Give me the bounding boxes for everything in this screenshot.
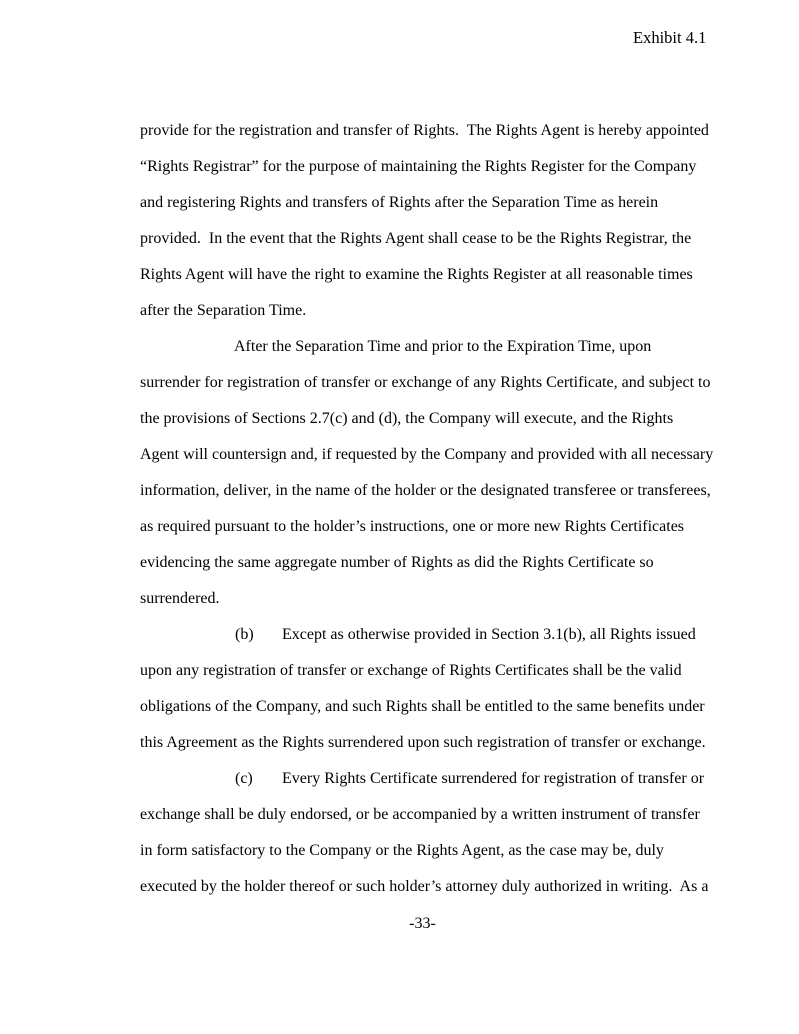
document-line: evidencing the same aggregate number of Rights as did the Rights Certificate so	[140, 554, 654, 571]
clause-label-c: (c)	[235, 770, 253, 787]
exhibit-label: Exhibit 4.1	[633, 28, 707, 47]
clause-label-b: (b)	[235, 626, 254, 643]
document-line: surrendered.	[140, 590, 220, 607]
document-line: provide for the registration and transfer of Rights. The Rights Agent is hereby appointed	[140, 122, 709, 139]
document-line: information, deliver, in the name of the holder or the designated transferee or transferees,	[140, 482, 711, 499]
page-number: -33-	[409, 915, 436, 932]
document-line: surrender for registration of transfer or exchange of any Rights Certificate, and subject to	[140, 374, 711, 391]
document-line-text: Except as otherwise provided in Section 3.1(b), all Rights issued	[282, 626, 696, 643]
document-line: Agent will countersign and, if requested by the Company and provided with all necessary	[140, 446, 714, 463]
document-line: “Rights Registrar” for the purpose of maintaining the Rights Register for the Company	[140, 158, 697, 175]
document-line: after the Separation Time.	[140, 302, 307, 319]
document-line: exchange shall be duly endorsed, or be accompanied by a written instrument of transfer	[140, 806, 700, 823]
document-line-text: Every Rights Certificate surrendered for registration of transfer or	[282, 770, 705, 787]
document-line: in form satisfactory to the Company or the Rights Agent, as the case may be, duly	[140, 842, 664, 859]
document-line: this Agreement as the Rights surrendered upon such registration of transfer or exchange.	[140, 734, 706, 751]
document-line	[140, 761, 740, 797]
document-line: Rights Agent will have the right to examine the Rights Register at all reasonable times	[140, 266, 693, 283]
document-line: the provisions of Sections 2.7(c) and (d), the Company will execute, and the Rights	[140, 410, 674, 427]
document-line: provided. In the event that the Rights Agent shall cease to be the Rights Registrar, the	[140, 230, 692, 247]
document-line: After the Separation Time and prior to the Expiration Time, upon	[234, 338, 652, 355]
document-body	[140, 113, 740, 905]
document-line: obligations of the Company, and such Rights shall be entitled to the same benefits under	[140, 698, 705, 715]
document-line: as required pursuant to the holder’s instructions, one or more new Rights Certificates	[140, 518, 685, 535]
document-line: and registering Rights and transfers of Rights after the Separation Time as herein	[140, 194, 659, 211]
document-line: upon any registration of transfer or exchange of Rights Certificates shall be the valid	[140, 662, 682, 679]
document-line	[140, 617, 740, 653]
document-line: executed by the holder thereof or such holder’s attorney duly authorized in writing. As a	[140, 878, 709, 895]
